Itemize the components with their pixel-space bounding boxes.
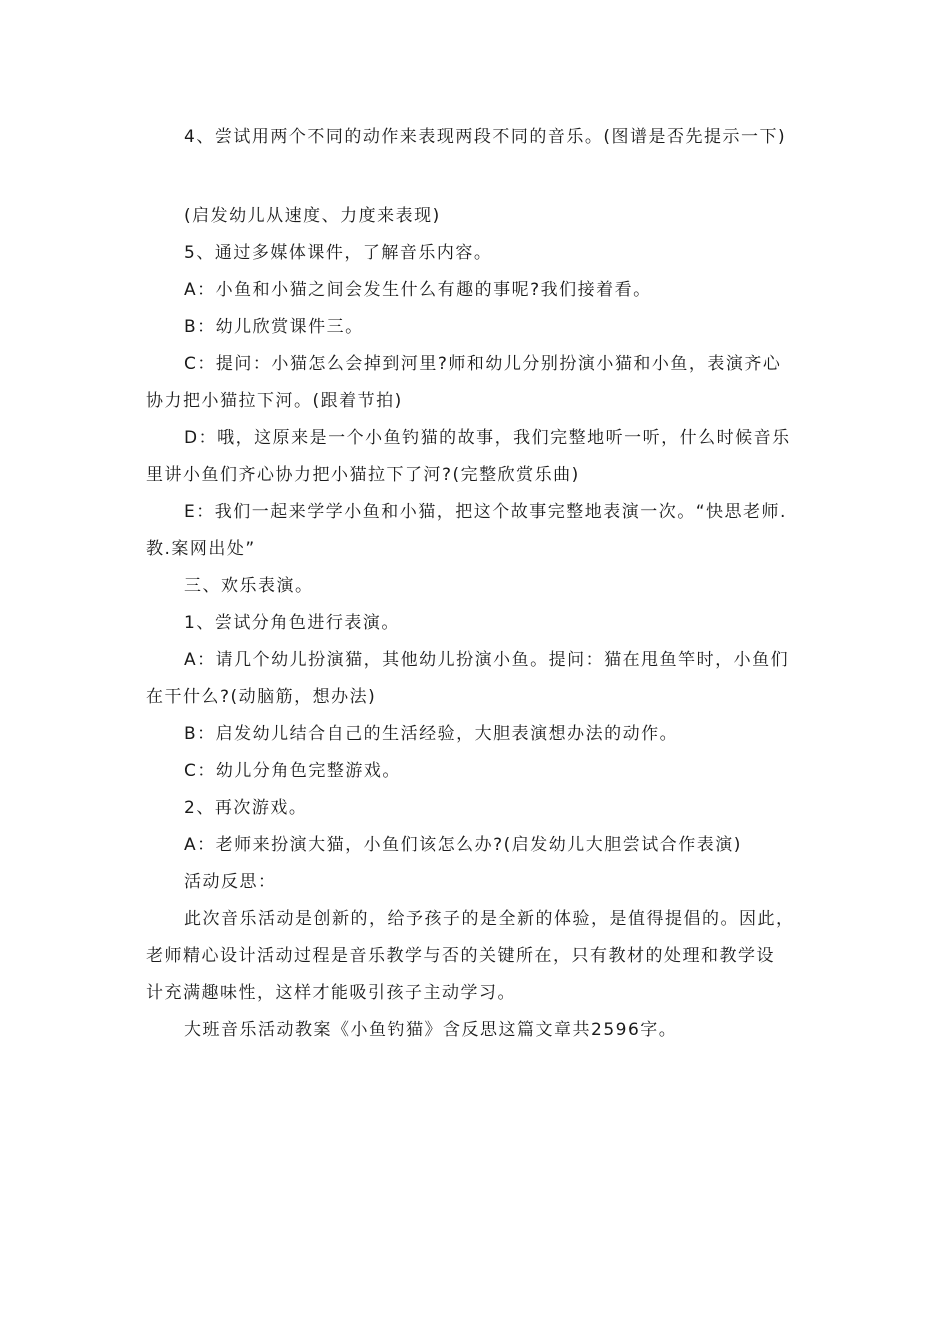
paragraph-step-5d-line2: 里讲小鱼们齐心协力把小猫拉下了河?(完整欣赏乐曲): [146, 465, 580, 485]
paragraph-step-5a: A：小鱼和小猫之间会发生什么有趣的事呢?我们接着看。: [184, 280, 652, 300]
paragraph-step-5e-line1: E：我们一起来学学小鱼和小猫，把这个故事完整地表演一次。“快思老师.: [184, 502, 787, 522]
document-body: [146, 119, 806, 1049]
paragraph-step-4: 4、尝试用两个不同的动作来表现两段不同的音乐。(图谱是否先提示一下): [184, 127, 787, 147]
section-heading-3: 三、欢乐表演。: [184, 576, 314, 596]
word-count-note: 大班音乐活动教案《小鱼钓猫》含反思这篇文章共2596字。: [184, 1020, 678, 1040]
reflection-line2: 老师精心设计活动过程是音乐教学与否的关键所在，只有教材的处理和教学设: [146, 946, 775, 966]
paragraph-step-1: 1、尝试分角色进行表演。: [184, 613, 400, 633]
paragraph-step-5d-line1: D：哦，这原来是一个小鱼钓猫的故事，我们完整地听一听，什么时候音乐: [184, 428, 791, 448]
paragraph-step-5e-line2: 教.案网出处”: [146, 539, 256, 559]
paragraph-step-1a-line1: A：请几个幼儿扮演猫，其他幼儿扮演小鱼。提问：猫在甩鱼竿时，小鱼们: [184, 650, 790, 670]
paragraph-step-2: 2、再次游戏。: [184, 798, 308, 818]
paragraph-step-2a: A：老师来扮演大猫，小鱼们该怎么办?(启发幼儿大胆尝试合作表演): [184, 835, 742, 855]
paragraph-step-1b: B：启发幼儿结合自己的生活经验，大胆表演想办法的动作。: [184, 724, 679, 744]
reflection-heading: 活动反思：: [184, 872, 277, 892]
paragraph-step-5b: B：幼儿欣赏课件三。: [184, 317, 364, 337]
paragraph-step-5: 5、通过多媒体课件，了解音乐内容。: [184, 243, 493, 263]
paragraph-hint: (启发幼儿从速度、力度来表现): [184, 206, 441, 226]
reflection-line3: 计充满趣味性，这样才能吸引孩子主动学习。: [146, 983, 516, 1003]
paragraph-step-1c: C：幼儿分角色完整游戏。: [184, 761, 401, 781]
paragraph-step-5c-line2: 协力把小猫拉下河。(跟着节拍): [146, 391, 403, 411]
paragraph-step-5c-line1: C：提问：小猫怎么会掉到河里?师和幼儿分别扮演小猫和小鱼，表演齐心: [184, 354, 782, 374]
blank-gap: [146, 156, 806, 198]
paragraph-step-1a-line2: 在干什么?(动脑筋，想办法): [146, 687, 377, 707]
reflection-line1: 此次音乐活动是创新的，给予孩子的是全新的体验，是值得提倡的。因此，: [184, 909, 795, 929]
